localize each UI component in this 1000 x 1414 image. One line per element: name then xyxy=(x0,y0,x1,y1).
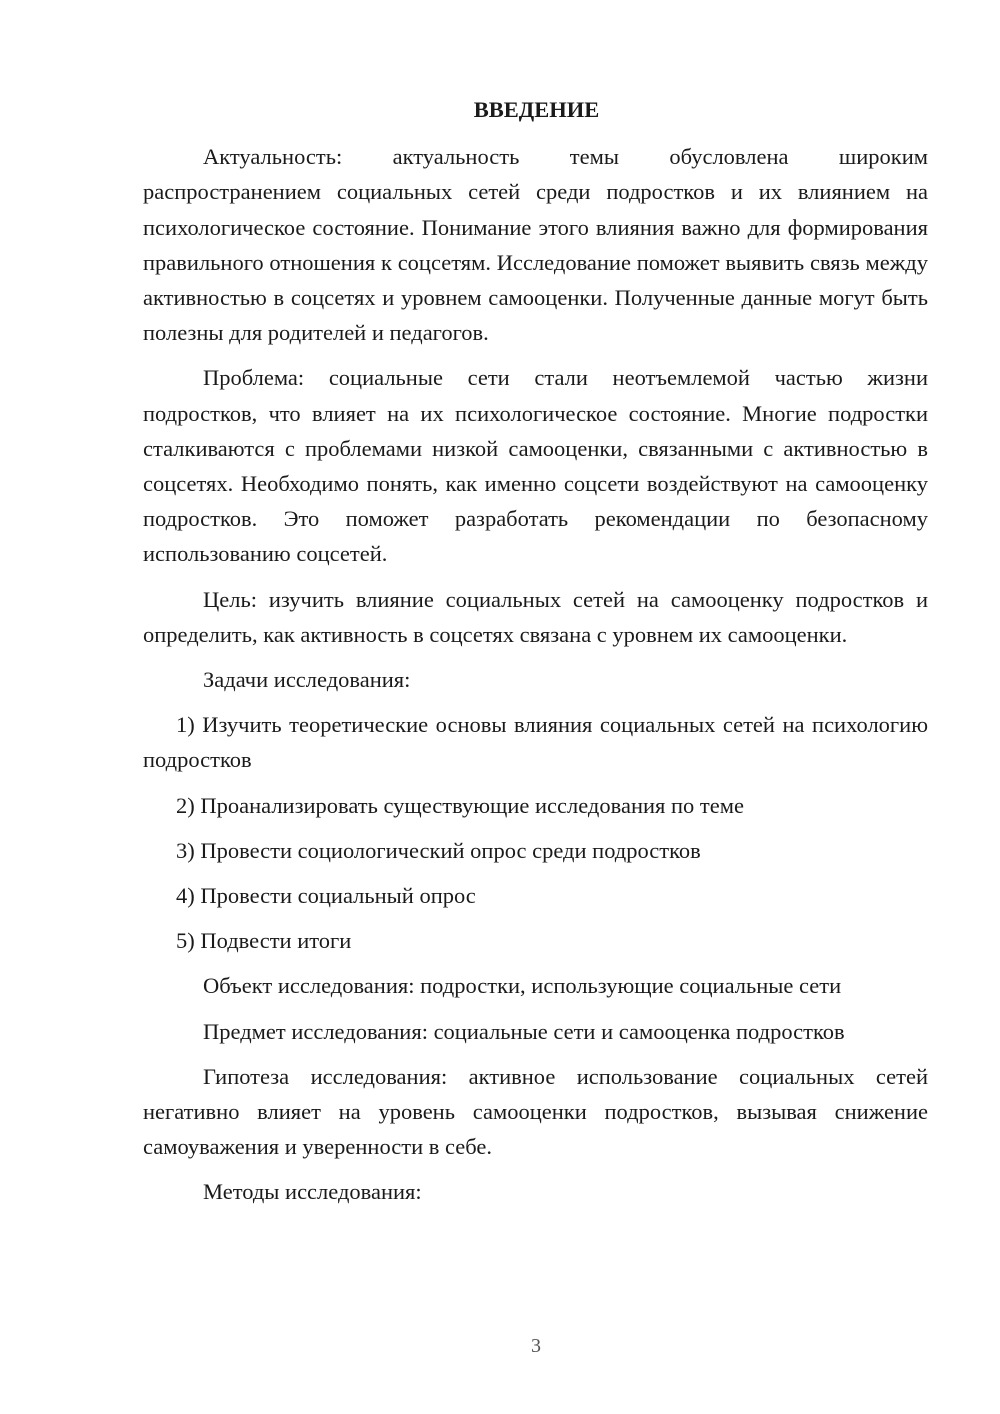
task-item-1: 1) Изучить теоретические основы влияния социальных сетей на психологию подростков xyxy=(143,712,928,773)
paragraph-tasks-heading: Задачи исследования: xyxy=(203,667,411,693)
paragraph-subject: Предмет исследования: социальные сети и самооценка подростков xyxy=(203,1018,845,1044)
paragraph-problem: Проблема: социальные сети стали неотъемлемой частью жизни подростков, что влияет на их психологическое состояние. Многие подростки сталкиваются с проблемами низкой самооценки, связанными с активностью в соцсетях. Необходимо понять, как именно соцсети воздействуют на самооценку подростков. Это поможет разработать рекомендации по безопасному использованию соцсетей. xyxy=(143,365,928,567)
paragraph-methods: Методы исследования: xyxy=(203,1179,422,1205)
task-item-2: 2) Проанализировать существующие исследования по теме xyxy=(176,792,744,818)
task-item-3: 3) Провести социологический опрос среди подростков xyxy=(176,837,701,863)
paragraph-object: Объект исследования: подростки, использующие социальные сети xyxy=(203,973,842,999)
paragraph-goal: Цель: изучить влияние социальных сетей на самооценку подростков и определить, как активность в соцсетях связана с уровнем их самооценки. xyxy=(143,586,928,647)
task-item-5: 5) Подвести итоги xyxy=(176,928,352,954)
task-item-4: 4) Провести социальный опрос xyxy=(176,883,476,909)
paragraph-hypothesis: Гипотеза исследования: активное использование социальных сетей негативно влияет на уровень самооценки подростков, вызывая снижение самоуважения и уверенности в себе. xyxy=(143,1063,928,1160)
paragraph-relevance: Актуальность: актуальность темы обусловлена широким распространением социальных сетей среди подростков и их влиянием на психологическое состояние. Понимание этого влияния важно для формирования правильного отношения к соцсетям. Исследование поможет выявить связь между активностью в соцсетях и уровнем самооценки. Полученные данные могут быть полезны для родителей и педагогов. xyxy=(143,144,928,346)
page-number: 3 xyxy=(531,1335,541,1357)
page-content xyxy=(143,92,928,1220)
section-title: ВВЕДЕНИЕ xyxy=(473,97,600,122)
